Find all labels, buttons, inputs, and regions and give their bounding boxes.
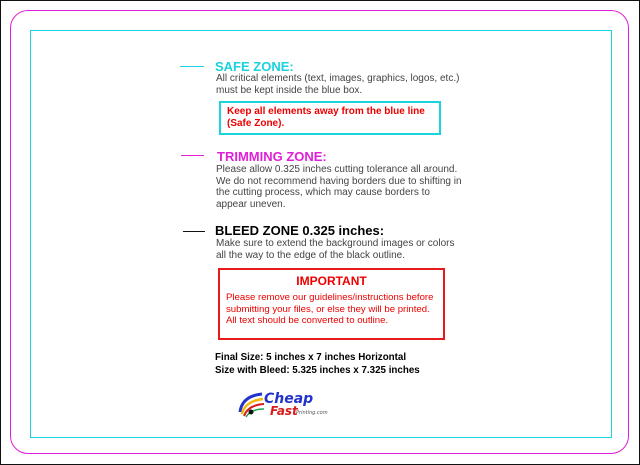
bleed-zone-marker-line — [183, 231, 205, 232]
trimming-zone-description — [216, 164, 462, 210]
trimming-zone-line: Please allow 0.325 inches cutting tolerance all around. — [216, 164, 458, 175]
important-line: All text should be converted to outline. — [226, 315, 389, 326]
trimming-zone-line: We do not recommend having borders due to shifting in — [216, 175, 462, 187]
safe-zone-description — [216, 73, 459, 96]
safe-zone-heading: SAFE ZONE: — [215, 59, 294, 74]
safe-zone-warning-box — [219, 101, 441, 135]
important-line: submitting your files, or else they will be printed. — [226, 303, 430, 315]
bleed-zone-description — [216, 238, 454, 261]
bleed-zone-line: all the way to the edge of the black outline. — [216, 249, 406, 261]
trimming-zone-heading: TRIMMING ZONE: — [217, 149, 327, 164]
trimming-zone-line: the cutting process, which may cause borders to — [216, 187, 430, 198]
safe-zone-marker-line — [180, 66, 204, 67]
logo-word-fast: Fast — [270, 404, 298, 418]
final-size-text: Final Size: 5 inches x 7 inches Horizontal — [215, 352, 407, 363]
bleed-size-text: Size with Bleed: 5.325 inches x 7.325 inches — [215, 364, 420, 376]
safe-zone-warning-line: (Safe Zone). — [227, 117, 285, 129]
safe-zone-line: must be kept inside the blue box. — [216, 84, 363, 96]
logo-word-cheap: Cheap — [264, 391, 314, 407]
logo-word-printing: Printing.com — [296, 410, 328, 416]
important-box — [218, 268, 445, 340]
bleed-zone-heading: BLEED ZONE 0.325 inches: — [215, 223, 385, 238]
important-title: IMPORTANT — [296, 274, 367, 288]
safe-zone-warning-line: Keep all elements away from the blue line — [227, 106, 425, 117]
trimming-zone-marker-line — [181, 155, 204, 156]
bleed-zone-line: Make sure to extend the background images or colors — [216, 238, 455, 249]
safe-zone-line: All critical elements (text, images, graphics, logos, etc.) — [216, 73, 460, 84]
important-line: Please remove our guidelines/instructions before — [226, 292, 434, 303]
final-size-info — [215, 352, 420, 377]
trimming-zone-line: appear uneven. — [216, 198, 286, 210]
printer-swoosh-icon — [236, 390, 266, 420]
company-logo — [236, 388, 326, 423]
